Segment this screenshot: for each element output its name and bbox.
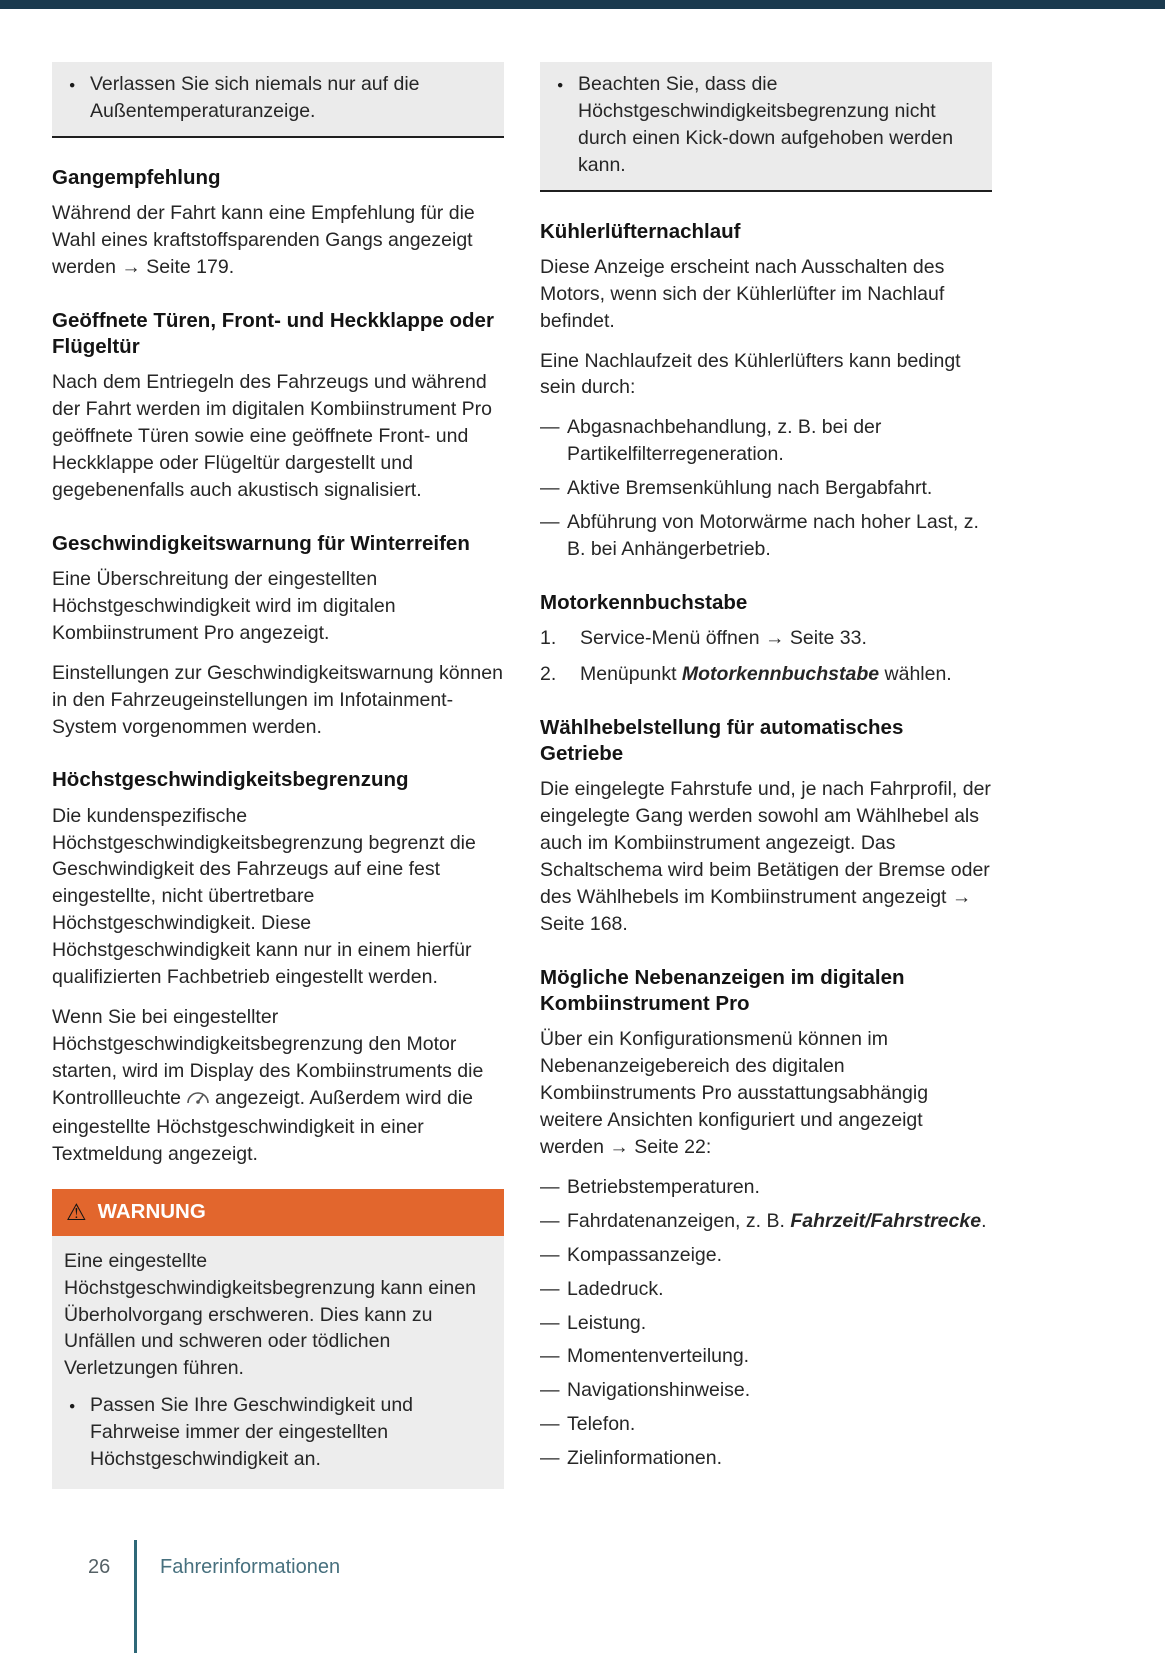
list-item-text: Ladedruck. — [567, 1277, 664, 1300]
paragraph-with-indicator — [52, 1004, 504, 1167]
section-waehlhebelstellung — [540, 715, 992, 938]
list-item-text: Navigationshinweise. — [567, 1379, 751, 1402]
list-item-text: Kompassanzeige. — [567, 1243, 723, 1266]
right-column — [540, 62, 992, 1489]
note-box-outside-temperature — [52, 62, 504, 136]
list-item: — Abführung von Motorwärme nach hoher Last, z. B. bei Anhängerbetrieb. — [540, 509, 992, 563]
section-heading: Wählhebelstellung für automatisches Getriebe — [540, 715, 904, 766]
note-bullet-item: ● Beachten Sie, dass die Höchstgeschwindigkeitsbegrenzung nicht durch einen Kick-down aufgehoben werden kann. — [552, 71, 978, 179]
step-text — [580, 661, 992, 688]
warning-box — [52, 1189, 504, 1489]
paragraph: Einstellungen zur Geschwindigkeitswarnung können in den Fahrzeugeinstellungen im Infotainment-System vorgenommen werden. — [52, 661, 503, 738]
warning-title: WARNUNG — [97, 1200, 206, 1224]
footer-section-title: Fahrerinformationen — [160, 1556, 341, 1578]
list-item-text: Momentenverteilung. — [567, 1345, 750, 1368]
list-item-text: Fahrdatenanzeigen, z. B. — [567, 1209, 791, 1232]
dash-list — [540, 1174, 992, 1472]
step-number: 1. — [540, 627, 557, 650]
step-item — [540, 625, 992, 652]
section-heading: Mögliche Nebenanzeigen im digitalen Kombiinstrument Pro — [540, 965, 905, 1016]
list-item — [540, 1208, 992, 1235]
warning-bullet-item: ● Passen Sie Ihre Geschwindigkeit und Fahrweise immer der eingestellten Höchstgeschwindigkeit an. — [64, 1392, 490, 1473]
paragraph: Die kundenspezifische Höchstgeschwindigkeitsbegrenzung begrenzt die Geschwindigkeit des Fahrzeugs auf eine fest eingestellte, nicht übertretbare Höchstgeschwindigkeit. Diese Höchstgeschwindigkeit kann nur in einem hierfür qualifizierten Fachbetrieb eingestellt werden. — [52, 804, 476, 989]
paragraph: Diese Anzeige erscheint nach Ausschalten des Motors, wenn sich der Kühlerlüfter im Nachlauf befindet. — [540, 255, 945, 332]
paragraph: Während der Fahrt kann eine Empfehlung für die Wahl eines kraftstoffsparenden Gangs angezeigt werden → Seite 179. — [52, 202, 475, 278]
list-item-text: Zielinformationen. — [567, 1447, 722, 1470]
list-item — [540, 1411, 992, 1438]
list-item: — Aktive Bremsenkühlung nach Bergabfahrt. — [540, 475, 992, 502]
list-item-text: Telefon. — [567, 1413, 636, 1436]
list-item — [540, 1445, 992, 1472]
page-content — [52, 62, 992, 1489]
section-geoeffnete-tueren — [52, 308, 504, 504]
paragraph: Eine Nachlaufzeit des Kühlerlüfters kann bedingt sein durch: — [540, 349, 961, 399]
page-top-bar — [0, 0, 1165, 9]
list-item-text: Leistung. — [567, 1311, 647, 1334]
numbered-steps — [540, 625, 992, 688]
footer-divider-line — [134, 1540, 137, 1653]
list-item — [540, 1276, 992, 1303]
section-heading: Gangempfehlung — [52, 165, 221, 189]
paragraph-text: Wenn Sie bei eingestellter Höchstgeschwindigkeitsbegrenzung den Motor starten, wird im Display des Kombiinstruments die Kontrollleuchte — [52, 1006, 484, 1109]
page-number: 26 — [88, 1556, 111, 1578]
list-item — [540, 1174, 992, 1201]
step-text-part: wählen. — [879, 663, 952, 686]
note-divider-rule — [52, 136, 504, 138]
list-item-text: Betriebstemperaturen. — [567, 1175, 760, 1198]
step-text-part: Menüpunkt — [580, 663, 682, 686]
warning-header — [52, 1189, 504, 1235]
step-item — [540, 661, 992, 688]
paragraph-text: angezeigt. Außerdem wird die eingestellte Höchstgeschwindigkeit in einer Textmeldung angezeigt. — [52, 1086, 473, 1165]
list-item — [540, 1377, 992, 1404]
paragraph: Über ein Konfigurationsmenü können im Nebenanzeigebereich des digitalen Kombiinstruments Pro ausstattungsabhängig weitere Ansichten konfiguriert und angezeigt werden → Seite 22: — [540, 1028, 929, 1158]
note-bullet-item: ● Verlassen Sie sich niemals nur auf die Außentemperaturanzeige. — [64, 71, 490, 125]
paragraph: Nach dem Entriegeln des Fahrzeugs und während der Fahrt werden im digitalen Kombiinstrument Pro geöffnete Türen sowie eine geöffnete Front- und Heckklappe oder Flügeltür dargestellt und gegebenenfalls auch akustisch signalisiert. — [52, 371, 493, 501]
paragraph: Eine Überschreitung der eingestellten Höchstgeschwindigkeit wird im digitalen Kombiinstrument Pro angezeigt. — [52, 568, 396, 644]
speed-limiter-indicator-icon — [185, 1087, 211, 1114]
section-heading: Geöffnete Türen, Front- und Heckklappe oder Flügeltür — [52, 308, 494, 358]
list-item — [540, 1343, 992, 1370]
list-item — [540, 1242, 992, 1269]
section-heading: Höchstgeschwindigkeitsbegrenzung — [52, 768, 409, 792]
list-item — [540, 1310, 992, 1337]
note-box-kickdown — [540, 62, 992, 190]
section-heading: Kühlerlüfternachlauf — [540, 219, 741, 243]
step-text-emphasis: Motorkennbuchstabe — [681, 663, 880, 686]
section-gangempfehlung — [52, 165, 504, 281]
section-heading: Geschwindigkeitswarnung für Winterreifen — [52, 531, 470, 555]
warning-triangle-icon: ⚠ — [66, 1199, 87, 1226]
warning-text: Eine eingestellte Höchstgeschwindigkeitsbegrenzung kann einen Überholvorgang erschweren. Dies kann zu Unfällen und schweren oder tödlichen Verletzungen führen. — [64, 1249, 476, 1380]
list-item-emphasis: Fahrzeit/Fahrstrecke — [790, 1209, 982, 1232]
step-number: 2. — [540, 663, 557, 686]
section-heading: Motorkennbuchstabe — [540, 590, 748, 614]
list-item: — Abgasnachbehandlung, z. B. bei der Partikelfilterregeneration. — [540, 414, 992, 468]
dash-list — [540, 414, 992, 563]
left-column — [52, 62, 504, 1489]
section-hoechstgeschwindigkeitsbegrenzung — [52, 767, 504, 1167]
section-nebenanzeigen — [540, 965, 992, 1472]
note-divider-rule — [540, 190, 992, 192]
warning-body — [52, 1236, 504, 1489]
section-geschwindigkeitswarnung — [52, 531, 504, 741]
section-kuehlerluefternachlauf — [540, 219, 992, 563]
step-text-part: Service-Menü öffnen → Seite 33. — [580, 627, 867, 650]
list-item-text: . — [981, 1209, 987, 1232]
paragraph: Die eingelegte Fahrstufe und, je nach Fahrprofil, der eingelegte Gang werden sowohl am Wählhebel als auch im Kombiinstrument angezeigt. Das Schaltschema wird beim Betätigen der Bremse oder des Wählhebels im Kombiinstrument angezeigt → Seite 168. — [540, 778, 991, 935]
section-motorkennbuchstabe — [540, 590, 992, 688]
step-text — [580, 625, 992, 652]
